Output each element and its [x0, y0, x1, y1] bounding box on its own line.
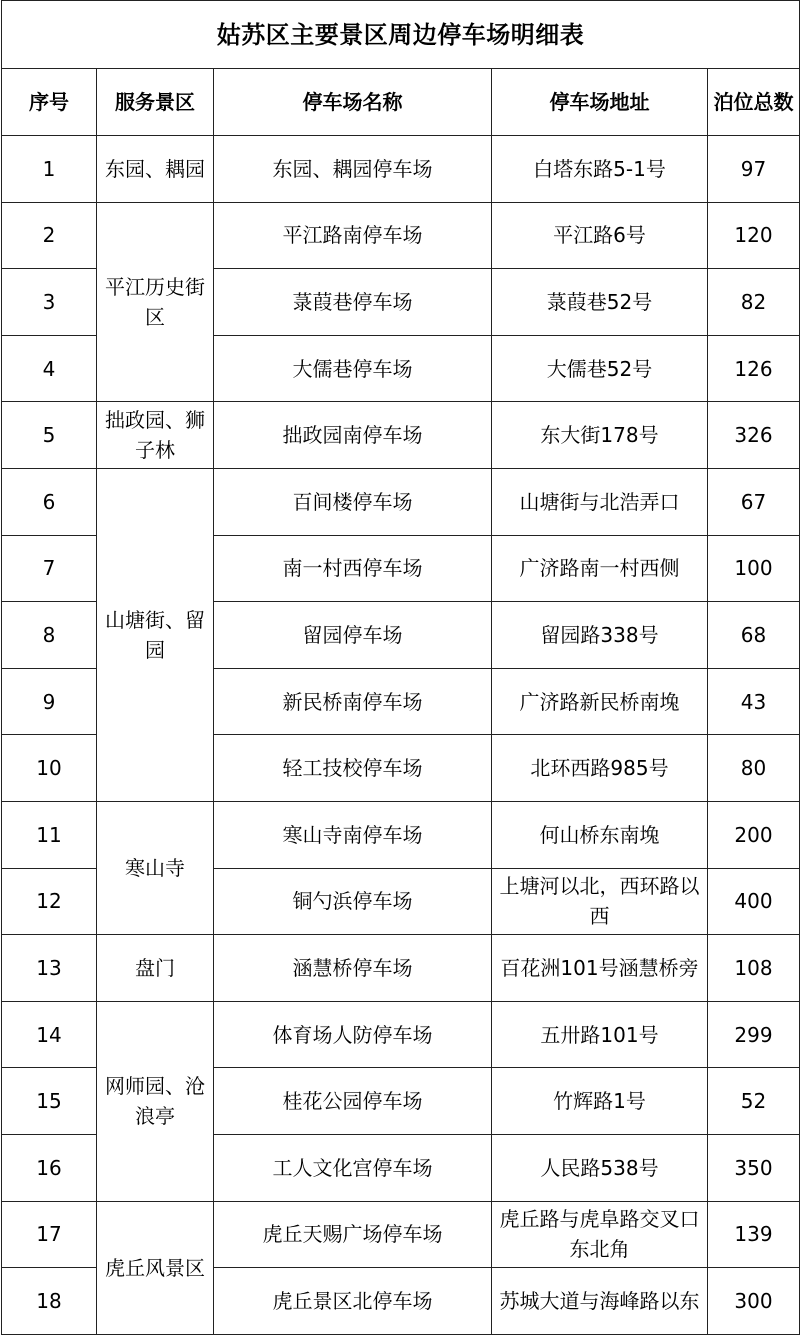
row-address: 东大街178号 [492, 402, 708, 469]
row-address: 北环西路985号 [492, 735, 708, 802]
row-no: 10 [2, 735, 97, 802]
title-row [2, 1, 800, 69]
row-no: 18 [2, 1268, 97, 1335]
row-no: 4 [2, 335, 97, 402]
row-address: 人民路538号 [492, 1134, 708, 1201]
row-spaces: 300 [708, 1268, 800, 1335]
row-address: 上塘河以北，西环路以西 [492, 868, 708, 935]
row-address: 竹辉路1号 [492, 1068, 708, 1135]
row-name: 工人文化宫停车场 [214, 1134, 492, 1201]
table-row [2, 136, 800, 203]
header-no: 序号 [2, 69, 97, 136]
row-spaces: 126 [708, 335, 800, 402]
row-address: 苏城大道与海峰路以东 [492, 1268, 708, 1335]
area-cell: 东园、耦园 [97, 136, 214, 203]
row-address: 留园路338号 [492, 602, 708, 669]
area-cell: 拙政园、狮子林 [97, 402, 214, 469]
row-no: 17 [2, 1201, 97, 1268]
row-name: 大儒巷停车场 [214, 335, 492, 402]
row-name: 东园、耦园停车场 [214, 136, 492, 203]
row-name: 虎丘景区北停车场 [214, 1268, 492, 1335]
row-spaces: 108 [708, 935, 800, 1002]
row-address: 白塔东路5-1号 [492, 136, 708, 203]
area-cell: 山塘街、留园 [97, 468, 214, 801]
row-name: 桂花公园停车场 [214, 1068, 492, 1135]
row-spaces: 67 [708, 468, 800, 535]
row-name: 平江路南停车场 [214, 202, 492, 269]
header-row [2, 69, 800, 136]
row-spaces: 299 [708, 1001, 800, 1068]
table-row [2, 202, 800, 269]
row-name: 菉葭巷停车场 [214, 269, 492, 336]
area-cell: 平江历史街区 [97, 202, 214, 402]
row-address: 平江路6号 [492, 202, 708, 269]
row-name: 南一村西停车场 [214, 535, 492, 602]
row-no: 11 [2, 801, 97, 868]
row-no: 9 [2, 668, 97, 735]
row-address: 广济路新民桥南堍 [492, 668, 708, 735]
row-spaces: 400 [708, 868, 800, 935]
row-no: 7 [2, 535, 97, 602]
row-address: 菉葭巷52号 [492, 269, 708, 336]
table-row [2, 468, 800, 535]
header-spaces: 泊位总数 [708, 69, 800, 136]
row-no: 15 [2, 1068, 97, 1135]
table-row [2, 402, 800, 469]
area-cell: 寒山寺 [97, 801, 214, 934]
area-cell: 虎丘风景区 [97, 1201, 214, 1334]
header-area: 服务景区 [97, 69, 214, 136]
row-spaces: 350 [708, 1134, 800, 1201]
row-address: 何山桥东南堍 [492, 801, 708, 868]
row-no: 6 [2, 468, 97, 535]
row-spaces: 80 [708, 735, 800, 802]
row-address: 五卅路101号 [492, 1001, 708, 1068]
row-name: 铜勺浜停车场 [214, 868, 492, 935]
row-no: 5 [2, 402, 97, 469]
row-spaces: 326 [708, 402, 800, 469]
table-row [2, 935, 800, 1002]
table-row [2, 1201, 800, 1268]
row-no: 2 [2, 202, 97, 269]
row-no: 1 [2, 136, 97, 203]
row-address: 大儒巷52号 [492, 335, 708, 402]
row-spaces: 43 [708, 668, 800, 735]
row-name: 体育场人防停车场 [214, 1001, 492, 1068]
row-no: 12 [2, 868, 97, 935]
parking-table [1, 0, 800, 1335]
row-address: 山塘街与北浩弄口 [492, 468, 708, 535]
row-name: 新民桥南停车场 [214, 668, 492, 735]
row-spaces: 139 [708, 1201, 800, 1268]
row-spaces: 120 [708, 202, 800, 269]
row-spaces: 97 [708, 136, 800, 203]
row-spaces: 100 [708, 535, 800, 602]
row-name: 寒山寺南停车场 [214, 801, 492, 868]
row-no: 8 [2, 602, 97, 669]
header-address: 停车场地址 [492, 69, 708, 136]
table-row [2, 1001, 800, 1068]
row-name: 涵慧桥停车场 [214, 935, 492, 1002]
row-no: 3 [2, 269, 97, 336]
row-address: 百花洲101号涵慧桥旁 [492, 935, 708, 1002]
row-name: 拙政园南停车场 [214, 402, 492, 469]
row-no: 13 [2, 935, 97, 1002]
row-name: 虎丘天赐广场停车场 [214, 1201, 492, 1268]
row-address: 虎丘路与虎阜路交叉口东北角 [492, 1201, 708, 1268]
table-row [2, 801, 800, 868]
row-no: 14 [2, 1001, 97, 1068]
table-title: 姑苏区主要景区周边停车场明细表 [2, 1, 800, 69]
row-address: 广济路南一村西侧 [492, 535, 708, 602]
row-name: 百间楼停车场 [214, 468, 492, 535]
area-cell: 网师园、沧浪亭 [97, 1001, 214, 1201]
row-spaces: 68 [708, 602, 800, 669]
row-name: 留园停车场 [214, 602, 492, 669]
row-spaces: 200 [708, 801, 800, 868]
row-spaces: 52 [708, 1068, 800, 1135]
row-spaces: 82 [708, 269, 800, 336]
row-name: 轻工技校停车场 [214, 735, 492, 802]
row-no: 16 [2, 1134, 97, 1201]
area-cell: 盘门 [97, 935, 214, 1002]
header-name: 停车场名称 [214, 69, 492, 136]
